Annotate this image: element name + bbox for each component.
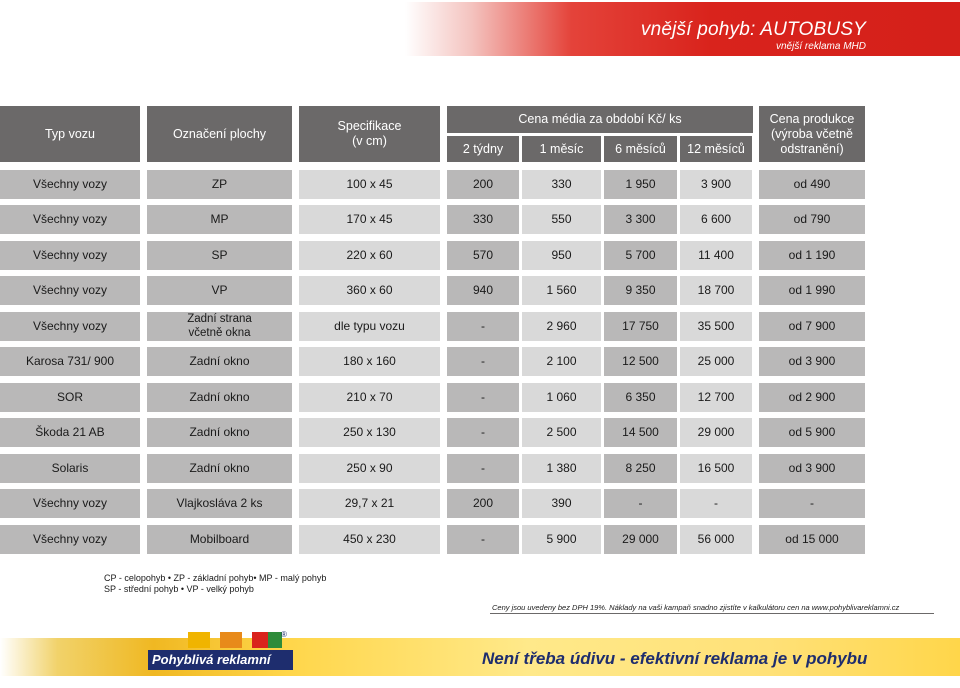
- row-1-typ-vozu-text: Všechny vozy: [32, 177, 108, 192]
- row-11-cena-12-mesicu: [680, 525, 752, 554]
- row-6-cena-6-mesicu: [604, 347, 677, 376]
- row-8-cena-1-mesic-text: 2 500: [546, 425, 577, 440]
- row-11-cena-6-mesicu: [604, 525, 677, 554]
- page-title: vnější pohyb: AUTOBUSY: [640, 19, 866, 40]
- row-4-specifikace: [299, 276, 440, 305]
- row-11-cena-produkce-text: od 15 000: [785, 532, 839, 547]
- row-9-cena-produkce: [759, 454, 865, 483]
- header-cena-produkce-text: Cena produkce (výroba včetně odstranění): [769, 111, 855, 156]
- row-6-cena-2-tydny: [447, 347, 519, 376]
- row-4-specifikace-text: 360 x 60: [346, 283, 393, 298]
- row-6-cena-produkce-text: od 3 900: [788, 354, 836, 369]
- header-specifikace: [299, 106, 440, 162]
- row-8-cena-1-mesic: [522, 418, 601, 447]
- row-3-cena-6-mesicu-text: 5 700: [625, 248, 656, 263]
- price-note: Ceny jsou uvedeny bez DPH 19%. Náklady na vaši kampaň snadno zjistíte v kalkulátoru cen na www.pohyblivareklamni.cz: [492, 603, 900, 612]
- row-10-oznaceni-plochy-text: Vlajkosláva 2 ks: [176, 496, 263, 511]
- row-6-specifikace: [299, 347, 440, 376]
- brand-logo: [148, 628, 293, 672]
- row-6-oznaceni-plochy: [147, 347, 292, 376]
- row-6-cena-2-tydny-text: -: [481, 354, 485, 369]
- row-7-cena-2-tydny-text: -: [481, 390, 485, 405]
- row-1-cena-6-mesicu: [604, 170, 677, 199]
- row-3-cena-12-mesicu: [680, 241, 752, 270]
- row-4-cena-produkce: [759, 276, 865, 305]
- row-8-cena-12-mesicu-text: 29 000: [697, 425, 735, 440]
- row-8-cena-produkce-text: od 5 900: [788, 425, 836, 440]
- row-3-cena-produkce-text: od 1 190: [788, 248, 836, 263]
- row-7-oznaceni-plochy: [147, 383, 292, 412]
- row-9-cena-6-mesicu-text: 8 250: [625, 461, 656, 476]
- row-4-cena-6-mesicu: [604, 276, 677, 305]
- row-5-specifikace: [299, 312, 440, 341]
- row-4-cena-produkce-text: od 1 990: [788, 283, 836, 298]
- row-9-oznaceni-plochy-text: Zadní okno: [189, 461, 250, 476]
- row-10-typ-vozu-text: Všechny vozy: [32, 496, 108, 511]
- row-2-cena-produkce: [759, 205, 865, 234]
- row-7-specifikace: [299, 383, 440, 412]
- row-2-cena-12-mesicu: [680, 205, 752, 234]
- row-10-cena-2-tydny-text: 200: [472, 496, 494, 511]
- row-10-cena-2-tydny: [447, 489, 519, 518]
- row-4-cena-12-mesicu-text: 18 700: [697, 283, 735, 298]
- row-6-cena-12-mesicu: [680, 347, 752, 376]
- row-11-specifikace-text: 450 x 230: [343, 532, 396, 547]
- row-2-cena-1-mesic-text: 550: [551, 212, 572, 227]
- logo-square-orange: [220, 632, 242, 648]
- row-11-cena-2-tydny-text: -: [481, 532, 485, 547]
- row-7-oznaceni-plochy-text: Zadní okno: [189, 390, 250, 405]
- row-9-cena-produkce-text: od 3 900: [788, 461, 836, 476]
- row-9-cena-2-tydny-text: -: [481, 461, 485, 476]
- legend-line-2: SP - střední pohyb • VP - velký pohyb: [104, 584, 254, 594]
- row-11-oznaceni-plochy-text: Mobilboard: [189, 532, 250, 547]
- row-2-cena-2-tydny-text: 330: [472, 212, 494, 227]
- row-5-cena-1-mesic-text: 2 960: [546, 319, 577, 334]
- row-11-cena-produkce: [759, 525, 865, 554]
- row-1-cena-1-mesic-text: 330: [551, 177, 572, 192]
- row-5-cena-2-tydny: [447, 312, 519, 341]
- row-5-cena-6-mesicu: [604, 312, 677, 341]
- row-9-typ-vozu: [0, 454, 140, 483]
- row-2-cena-6-mesicu: [604, 205, 677, 234]
- header-period-3-text: 12 měsíců: [687, 141, 745, 156]
- row-2-cena-6-mesicu-text: 3 300: [625, 212, 656, 227]
- header-period-2-text: 6 měsíců: [615, 141, 666, 156]
- row-8-cena-produkce: [759, 418, 865, 447]
- row-3-cena-produkce: [759, 241, 865, 270]
- row-2-cena-produkce-text: od 790: [793, 212, 831, 227]
- row-10-cena-6-mesicu: [604, 489, 677, 518]
- row-7-specifikace-text: 210 x 70: [346, 390, 393, 405]
- row-11-cena-1-mesic-text: 5 900: [546, 532, 577, 547]
- row-5-typ-vozu-text: Všechny vozy: [32, 319, 108, 334]
- header-period-1: [522, 136, 601, 162]
- row-5-cena-12-mesicu: [680, 312, 752, 341]
- row-4-cena-2-tydny-text: 940: [472, 283, 494, 298]
- row-3-cena-1-mesic-text: 950: [551, 248, 572, 263]
- row-5-cena-6-mesicu-text: 17 750: [622, 319, 659, 334]
- header-period-0-text: 2 týdny: [462, 141, 504, 156]
- row-11-typ-vozu-text: Všechny vozy: [32, 532, 108, 547]
- row-11-cena-1-mesic: [522, 525, 601, 554]
- header-banner: [405, 2, 960, 56]
- row-1-oznaceni-plochy-text: ZP: [211, 177, 228, 192]
- row-10-typ-vozu: [0, 489, 140, 518]
- row-7-cena-produkce: [759, 383, 865, 412]
- row-5-oznaceni-plochy: [147, 312, 292, 341]
- row-10-cena-1-mesic-text: 390: [551, 496, 572, 511]
- footer-slogan: Není třeba údivu - efektivní reklama je v pohybu: [482, 649, 868, 668]
- row-7-cena-6-mesicu-text: 6 350: [625, 390, 656, 405]
- row-3-cena-12-mesicu-text: 11 400: [698, 248, 734, 263]
- row-10-oznaceni-plochy: [147, 489, 292, 518]
- logo-square-green: [268, 632, 282, 648]
- logo-registered-mark: ®: [281, 630, 287, 639]
- row-1-cena-12-mesicu: [680, 170, 752, 199]
- header-specifikace-text: Specifikace (v cm): [337, 119, 402, 148]
- row-11-cena-2-tydny: [447, 525, 519, 554]
- row-8-cena-2-tydny-text: -: [481, 425, 485, 440]
- row-6-cena-1-mesic-text: 2 100: [546, 354, 577, 369]
- row-5-cena-produkce: [759, 312, 865, 341]
- row-1-cena-6-mesicu-text: 1 950: [625, 177, 656, 192]
- row-9-cena-6-mesicu: [604, 454, 677, 483]
- row-1-specifikace-text: 100 x 45: [346, 177, 393, 192]
- row-5-cena-2-tydny-text: -: [481, 319, 485, 334]
- row-6-oznaceni-plochy-text: Zadní okno: [189, 354, 250, 369]
- header-cena-media: [447, 106, 753, 133]
- row-7-typ-vozu-text: SOR: [56, 390, 83, 405]
- row-7-cena-6-mesicu: [604, 383, 677, 412]
- row-2-specifikace-text: 170 x 45: [346, 212, 393, 227]
- row-3-typ-vozu-text: Všechny vozy: [32, 248, 108, 263]
- row-7-cena-2-tydny: [447, 383, 519, 412]
- row-2-cena-12-mesicu-text: 6 600: [700, 212, 732, 227]
- note-divider: [490, 613, 934, 614]
- row-2-oznaceni-plochy-text: MP: [210, 212, 229, 227]
- row-2-typ-vozu: [0, 205, 140, 234]
- header-oznaceni-plochy-text: Označení plochy: [172, 126, 267, 141]
- row-3-cena-1-mesic: [522, 241, 601, 270]
- row-3-cena-2-tydny: [447, 241, 519, 270]
- header-typ-vozu-text: Typ vozu: [44, 126, 96, 141]
- row-8-cena-12-mesicu: [680, 418, 752, 447]
- row-11-cena-12-mesicu-text: 56 000: [697, 532, 735, 547]
- row-8-typ-vozu: [0, 418, 140, 447]
- row-10-cena-produkce: [759, 489, 865, 518]
- header-typ-vozu: [0, 106, 140, 162]
- row-7-cena-produkce-text: od 2 900: [788, 390, 836, 405]
- row-2-specifikace: [299, 205, 440, 234]
- row-11-oznaceni-plochy: [147, 525, 292, 554]
- page-subtitle: vnější reklama MHD: [775, 41, 866, 52]
- row-6-cena-produkce: [759, 347, 865, 376]
- row-4-oznaceni-plochy-text: VP: [211, 283, 228, 298]
- header-period-3: [680, 136, 752, 162]
- row-8-cena-6-mesicu: [604, 418, 677, 447]
- row-2-cena-1-mesic: [522, 205, 601, 234]
- row-4-cena-12-mesicu: [680, 276, 752, 305]
- row-6-cena-1-mesic: [522, 347, 601, 376]
- row-1-cena-2-tydny-text: 200: [472, 177, 494, 192]
- row-5-typ-vozu: [0, 312, 140, 341]
- row-1-cena-12-mesicu-text: 3 900: [700, 177, 732, 192]
- row-6-cena-12-mesicu-text: 25 000: [697, 354, 735, 369]
- row-4-cena-2-tydny: [447, 276, 519, 305]
- row-10-cena-produkce-text: -: [810, 496, 814, 511]
- row-9-specifikace: [299, 454, 440, 483]
- row-3-oznaceni-plochy: [147, 241, 292, 270]
- row-1-cena-2-tydny: [447, 170, 519, 199]
- row-10-specifikace-text: 29,7 x 21: [344, 496, 395, 511]
- row-5-cena-1-mesic: [522, 312, 601, 341]
- row-11-typ-vozu: [0, 525, 140, 554]
- row-9-cena-1-mesic: [522, 454, 601, 483]
- row-3-specifikace-text: 220 x 60: [346, 248, 393, 263]
- row-10-cena-12-mesicu: [680, 489, 752, 518]
- row-9-specifikace-text: 250 x 90: [346, 461, 393, 476]
- row-8-specifikace-text: 250 x 130: [343, 425, 396, 440]
- row-8-oznaceni-plochy-text: Zadní okno: [189, 425, 250, 440]
- row-3-specifikace: [299, 241, 440, 270]
- row-10-cena-12-mesicu-text: -: [714, 496, 718, 511]
- row-5-cena-12-mesicu-text: 35 500: [697, 319, 735, 334]
- row-8-typ-vozu-text: Škoda 21 AB: [35, 425, 105, 440]
- row-10-cena-6-mesicu-text: -: [638, 496, 643, 511]
- row-7-cena-1-mesic: [522, 383, 601, 412]
- row-10-specifikace: [299, 489, 440, 518]
- row-7-cena-12-mesicu: [680, 383, 752, 412]
- row-4-cena-1-mesic-text: 1 560: [546, 283, 577, 298]
- row-8-oznaceni-plochy: [147, 418, 292, 447]
- row-6-typ-vozu: [0, 347, 140, 376]
- legend-line-1: CP - celopohyb • ZP - základní pohyb• MP - malý pohyb: [104, 573, 327, 583]
- row-4-typ-vozu-text: Všechny vozy: [32, 283, 108, 298]
- row-4-oznaceni-plochy: [147, 276, 292, 305]
- row-11-specifikace: [299, 525, 440, 554]
- row-9-cena-12-mesicu: [680, 454, 752, 483]
- row-9-typ-vozu-text: Solaris: [51, 461, 89, 476]
- header-cena-media-text: Cena média za období Kč/ ks: [518, 112, 682, 126]
- row-1-cena-produkce: [759, 170, 865, 199]
- row-4-cena-6-mesicu-text: 9 350: [625, 283, 656, 298]
- row-1-cena-produkce-text: od 490: [793, 177, 831, 192]
- row-3-typ-vozu: [0, 241, 140, 270]
- row-1-oznaceni-plochy: [147, 170, 292, 199]
- header-period-0: [447, 136, 519, 162]
- row-4-cena-1-mesic: [522, 276, 601, 305]
- row-1-specifikace: [299, 170, 440, 199]
- logo-square-yellow: [188, 632, 210, 648]
- row-7-cena-12-mesicu-text: 12 700: [697, 390, 735, 405]
- row-8-cena-2-tydny: [447, 418, 519, 447]
- row-6-cena-6-mesicu-text: 12 500: [622, 354, 659, 369]
- row-7-typ-vozu: [0, 383, 140, 412]
- row-9-cena-12-mesicu-text: 16 500: [697, 461, 735, 476]
- row-9-oznaceni-plochy: [147, 454, 292, 483]
- row-5-cena-produkce-text: od 7 900: [788, 319, 836, 334]
- row-4-typ-vozu: [0, 276, 140, 305]
- header-oznaceni-plochy: [147, 106, 292, 162]
- row-8-cena-6-mesicu-text: 14 500: [622, 425, 659, 440]
- header-cena-produkce: [759, 106, 865, 162]
- row-5-oznaceni-plochy-text: Zadní strana včetně okna: [187, 312, 252, 339]
- row-2-typ-vozu-text: Všechny vozy: [32, 212, 108, 227]
- row-3-cena-6-mesicu: [604, 241, 677, 270]
- row-5-specifikace-text: dle typu vozu: [334, 319, 405, 334]
- row-9-cena-2-tydny: [447, 454, 519, 483]
- row-1-cena-1-mesic: [522, 170, 601, 199]
- row-6-specifikace-text: 180 x 160: [343, 354, 396, 369]
- row-3-oznaceni-plochy-text: SP: [211, 248, 228, 263]
- row-2-oznaceni-plochy: [147, 205, 292, 234]
- row-8-specifikace: [299, 418, 440, 447]
- row-11-cena-6-mesicu-text: 29 000: [622, 532, 659, 547]
- row-1-typ-vozu: [0, 170, 140, 199]
- row-10-cena-1-mesic: [522, 489, 601, 518]
- header-period-2: [604, 136, 677, 162]
- header-period-1-text: 1 měsíc: [539, 141, 584, 156]
- row-3-cena-2-tydny-text: 570: [472, 248, 494, 263]
- logo-text: Pohyblivá reklamní: [148, 650, 293, 670]
- row-7-cena-1-mesic-text: 1 060: [546, 390, 577, 405]
- row-2-cena-2-tydny: [447, 205, 519, 234]
- row-6-typ-vozu-text: Karosa 731/ 900: [25, 354, 115, 369]
- row-9-cena-1-mesic-text: 1 380: [546, 461, 577, 476]
